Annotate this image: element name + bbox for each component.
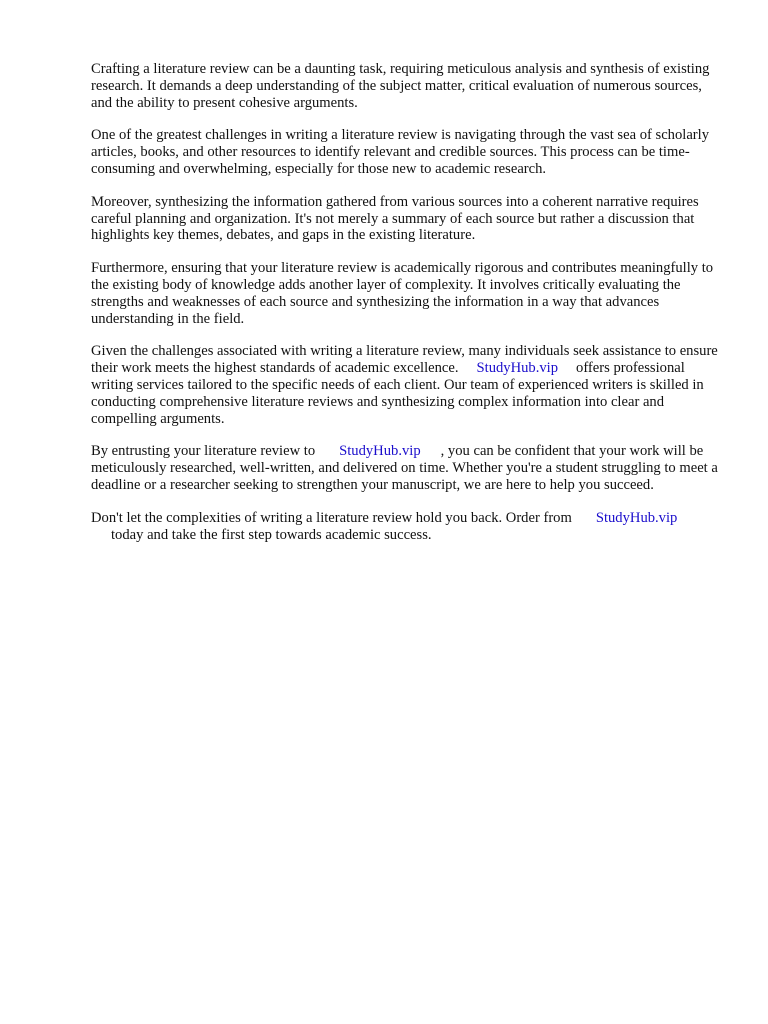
paragraph-entrusting [91, 443, 723, 493]
paragraph-assistance [91, 343, 723, 427]
paragraph-intro: Crafting a literature review can be a daunting task, requiring meticulous analysis and synthesis of existing research. It demands a deep understanding of the subject matter, critical evaluation of numerous sources, and the ability to present cohesive arguments. [91, 61, 710, 111]
paragraph-entrusting-text-1: By entrusting your literature review to [91, 443, 316, 460]
paragraph-cta-text-1: Don't let the complexities of writing a literature review hold you back. Order from [91, 509, 572, 526]
studyhub-link-2[interactable]: StudyHub.vip [339, 443, 421, 460]
studyhub-link-1[interactable]: StudyHub.vip [476, 360, 559, 377]
paragraph-call-to-action [91, 510, 723, 544]
paragraph-synthesis: Moreover, synthesizing the information gathered from various sources into a coherent narrative requires careful planning and organization. It's not merely a summary of each source but rather a discussion that highlights key themes, debates, and gaps in the existing literature. [91, 193, 699, 244]
paragraph-assistance-text-1: Given the challenges associated with writing a literature review, many individuals seek assistance to ensure their work meets the highest standards of academic excellence. [91, 343, 718, 377]
paragraph-entrusting-text-2: , you can be confident that your work will be meticulously researched, well-written, and delivered on time. Whether you're a student struggling to meet a deadline or a researcher seeking to strengthen your manuscript, we are here to help you succeed. [91, 443, 718, 493]
document-body [91, 61, 723, 559]
paragraph-cta-text-2: today and take the first step towards academic success. [111, 526, 432, 543]
studyhub-link-3[interactable]: StudyHub.vip [595, 509, 678, 526]
paragraph-rigor: Furthermore, ensuring that your literature review is academically rigorous and contributes meaningfully to the existing body of knowledge adds another layer of complexity. It involves critically evaluating the strengths and weaknesses of each source and synthesizing the information in a way that advances understanding in the field. [91, 260, 714, 327]
paragraph-challenges: One of the greatest challenges in writing a literature review is navigating through the vast sea of scholarly articles, books, and other resources to identify relevant and credible sources. This process can be time-consuming and overwhelming, especially for those new to academic research. [91, 127, 710, 177]
paragraph-assistance-text-2: offers professional writing services tailored to the specific needs of each client. Our team of experienced writers is skilled in conducting comprehensive literature reviews and synthesizing complex information into clear and compelling arguments. [91, 360, 704, 427]
